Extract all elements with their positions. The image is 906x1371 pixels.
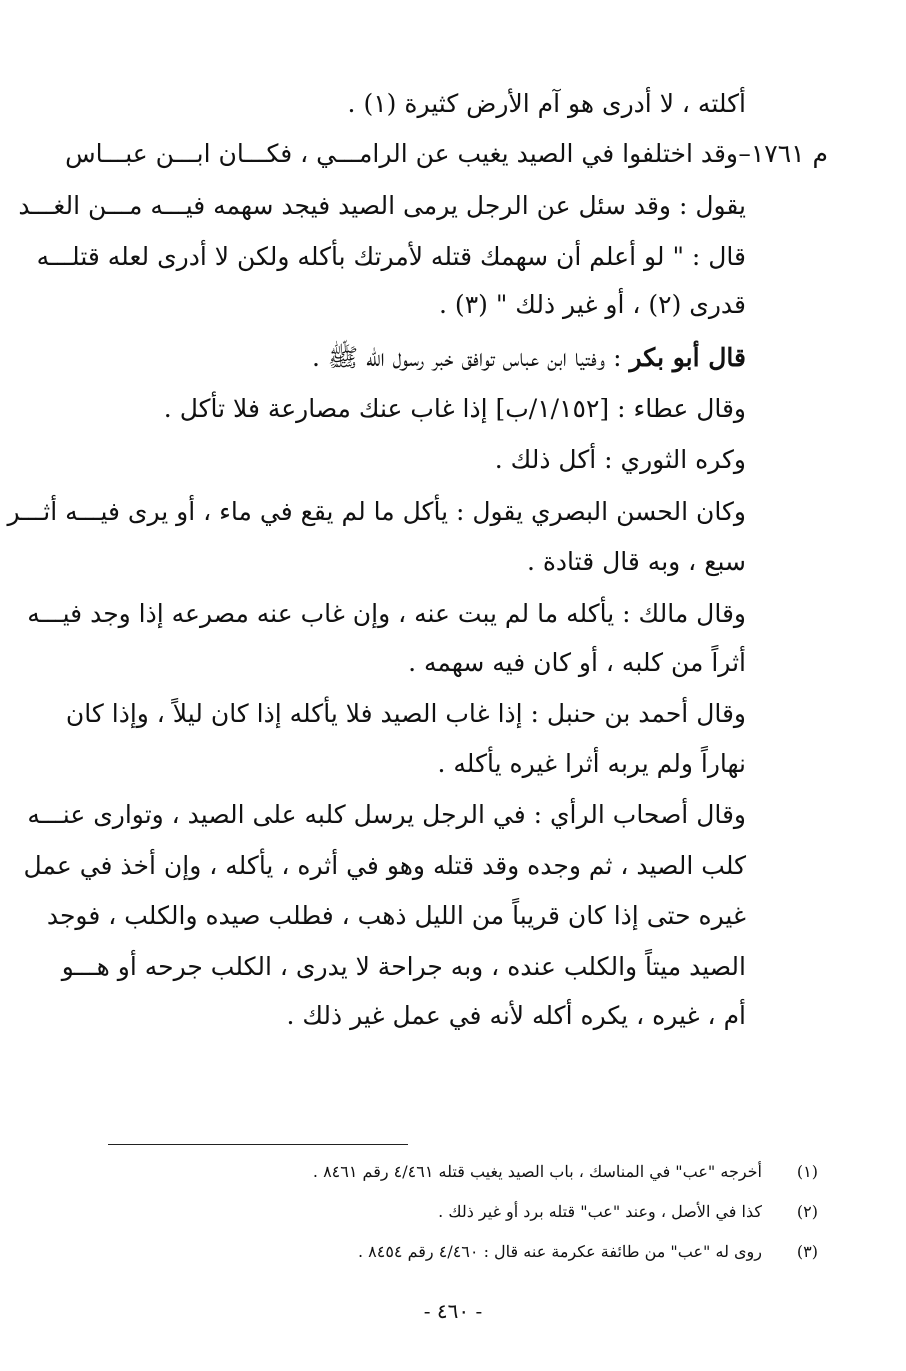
- text-line-11: وقال مالك : يأكله ما لم يبت عنه ، وإن غاب عنه مصرعه إذا وجد فيـــه: [27, 599, 746, 628]
- text-line-9: وكان الحسن البصري يقول : يأكل ما لم يقع في ماء ، أو يرى فيـــه أثـــر: [7, 497, 746, 526]
- footnote-3: [0, 1238, 906, 1266]
- footnote-1: [0, 1158, 906, 1186]
- footnote-text: أخرجه "عب" في المناسك ، باب الصيد يغيب قتله ٤/٤٦١ رقم ٨٤٦١ .: [312, 1162, 762, 1181]
- footnote-number: (١): [796, 1162, 818, 1181]
- abu-bakr-label: قال أبو بكر: [629, 343, 746, 372]
- text-line-3: يقول : وقد سئل عن الرجل يرمى الصيد فيجد سهمه فيـــه مـــن الغـــد: [18, 191, 746, 220]
- text-line-6: [312, 338, 746, 378]
- footnote-text: كذا في الأصل ، وعند "عب" قتله برد أو غير ذلك .: [438, 1202, 762, 1221]
- text-line-10: سبع ، وبه قال قتادة .: [526, 547, 746, 576]
- text-line-4: قال : " لو أعلم أن سهمك قتله لأمرتك بأكله ولكن لا أدرى لعله قتلـــه: [36, 242, 746, 271]
- text-line-15: وقال أصحاب الرأي : في الرجل يرسل كلبه على الصيد ، وتوارى عنـــه: [27, 800, 746, 829]
- text-line-19: أم ، غيره ، يكره أكله لأنه في عمل غير ذلك .: [286, 1001, 746, 1030]
- footnote-number: (٣): [796, 1242, 818, 1261]
- text-line-14: نهاراً ولم يربه أثرا غيره يأكله .: [437, 749, 746, 778]
- text-line-12: أثراً من كلبه ، أو كان فيه سهمه .: [408, 648, 746, 677]
- text-line-5: قدرى (٢) ، أو غير ذلك " (٣) .: [439, 290, 746, 319]
- m-number-tag: م ١٧٦١–: [738, 139, 828, 168]
- footnote-text: روى له "عب" من طائفة عكرمة عنه قال : ٤/٤٦٠ رقم ٨٤٥٤ .: [357, 1242, 762, 1261]
- page-number: - ٤٦٠ -: [423, 1299, 483, 1323]
- text-line-18: الصيد ميتاً والكلب عنده ، وبه جراحة لا يدرى ، الكلب جرحه أو هـــو: [61, 952, 746, 981]
- text-line-17: غيره حتى إذا كان قريباً من الليل ذهب ، فطلب صيده والكلب ، فوجد: [46, 901, 746, 930]
- abu-bakr-text: : وفتيا ابن عباس توافق خبر رسول الله ﷺ .: [311, 343, 622, 372]
- text-line-16: كلب الصيد ، ثم وجده وقد قتله وهو في أثره ، يأكله ، وإن أخذ في عمل: [23, 851, 746, 880]
- footnote-number: (٢): [796, 1202, 818, 1221]
- text-line-13: وقال أحمد بن حنبل : إذا غاب الصيد فلا يأكله إذا كان ليلاً ، وإذا كان: [65, 699, 746, 728]
- text-line-7: وقال عطاء : [١/١٥٢/ب] إذا غاب عنك مصارعة فلا تأكل .: [163, 394, 746, 423]
- footnote-2: [0, 1198, 906, 1226]
- text-line-8: وكره الثوري : أكل ذلك .: [494, 445, 746, 474]
- text-line-2: وقد اختلفوا في الصيد يغيب عن الرامـــي ، فكـــان ابـــن عبـــاس: [65, 139, 738, 168]
- footnote-separator: [108, 1144, 408, 1145]
- text-line-1: أكلته ، لا أدرى هو آم الأرض كثيرة (١) .: [347, 89, 746, 118]
